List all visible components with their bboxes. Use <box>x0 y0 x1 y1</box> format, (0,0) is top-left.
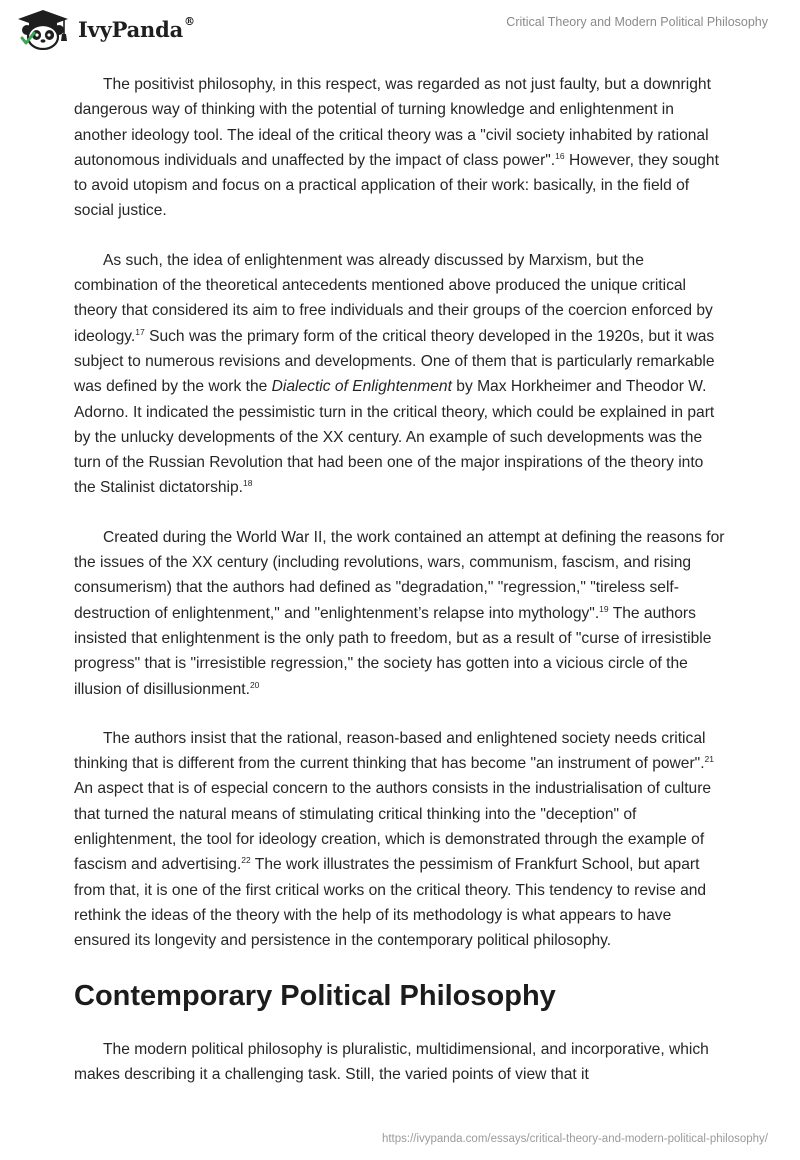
book-title-italic: Dialectic of Enlightenment <box>271 378 452 396</box>
footnote-ref-19[interactable]: 19 <box>599 603 609 614</box>
page-header <box>0 0 800 60</box>
paragraph-3: Created during the World War II, the work contained an attempt at defining the reasons for the issues of the XX century (including revolutions, wars, communism, fascism, and rising consumerism) that the authors had defined as "degradation," "regression," "tireless self-destruction of enlightenment," and "enlightenment’s relapse into mythology".$^{19}$ The authors insisted that enlightenment is the only path to freedom, but as a result of "curse of irresistible progress" that is "irresistible regression," the society has gotten into a vicious circle of the illusion of disillusionment.$^{20}$ <box>74 528 725 698</box>
source-url[interactable]: https://ivypanda.com/essays/critical-theory-and-modern-political-philosophy/ <box>381 1133 768 1145</box>
footnote-ref-20[interactable]: 20 <box>249 679 260 690</box>
footnote-ref-17[interactable]: 17 <box>135 326 145 337</box>
panda-mascot-icon <box>14 8 72 50</box>
footnote-ref-21[interactable]: 21 <box>704 754 715 765</box>
paragraph-1: The positivist philosophy, in this respect, was regarded as not just faulty, but a downright dangerous way of thinking with the potential of turning knowledge and enlightenment in another ideology tool. The ideal of the critical theory was a "civil society inhabited by rational autonomous individuals and unaffected by the impact of class power".$^{16}$ However, they sought to avoid utopism and focus on a practical application of their work: basically, in the field of social justice. <box>74 76 719 220</box>
paragraph-2: As such, the idea of enlightenment was already discussed by Marxism, but the combination of the theoretical antecedents mentioned above produced the unique critical theory that considered its aim to free individuals and their groups of the coercion enforced by ideology.$^{17}$ Such was the primary form of the critical theory developed in the 1920s, but it was subject to numerous revisions and developments. One of them that is particularly remarkable was defined by the work the Dialectic of Enlightenment by Max Horkheimer and Theodor W. Adorno. It indicated the pessimistic turn in the critical theory, which could be explained in part by the unlucky developments of the XX century. An example of such developments was the turn of the Russian Revolution that had been one of the major inspirations of the theory into the Stalinist dictatorship.$^{18}$ <box>74 251 715 497</box>
paragraph-5: The modern political philosophy is pluralistic, multidimensional, and incorporative, which makes describing it a challenging task. Still, the varied points of view that it <box>74 1040 709 1083</box>
document-title: Critical Theory and Modern Political Philosophy <box>506 15 768 29</box>
footnote-ref-18[interactable]: 18 <box>243 478 253 489</box>
footnote-ref-22[interactable]: 22 <box>241 855 251 866</box>
paragraph-4: The authors insist that the rational, reason-based and enlightened society needs critical thinking that is different from the current thinking that has become "an instrument of power".$^{21}$ An aspect that is of especial concern to the authors consists in the industrialisation of culture that turned the natural means of stimulating critical thinking into the "deception" of enlightenment, the tool for ideology creation, which is demonstrated through the example of fascism and advertising.$^{22}$ The work illustrates the pessimism of Frankfurt School, but apart from that, it is one of the first critical works on the critical theory. This tendency to revise and rethink the ideas of the theory with the help of its methodology is what appears to have ensured its longevity and persistence in the contemporary political philosophy. <box>74 729 715 950</box>
footnote-ref-16[interactable]: 16 <box>555 150 565 161</box>
essay-body <box>74 72 726 1111</box>
section-heading: Contemporary Political Philosophy <box>74 979 556 1012</box>
logo-wordmark: IvyPanda® <box>78 14 195 42</box>
ivypanda-logo[interactable] <box>14 8 195 50</box>
